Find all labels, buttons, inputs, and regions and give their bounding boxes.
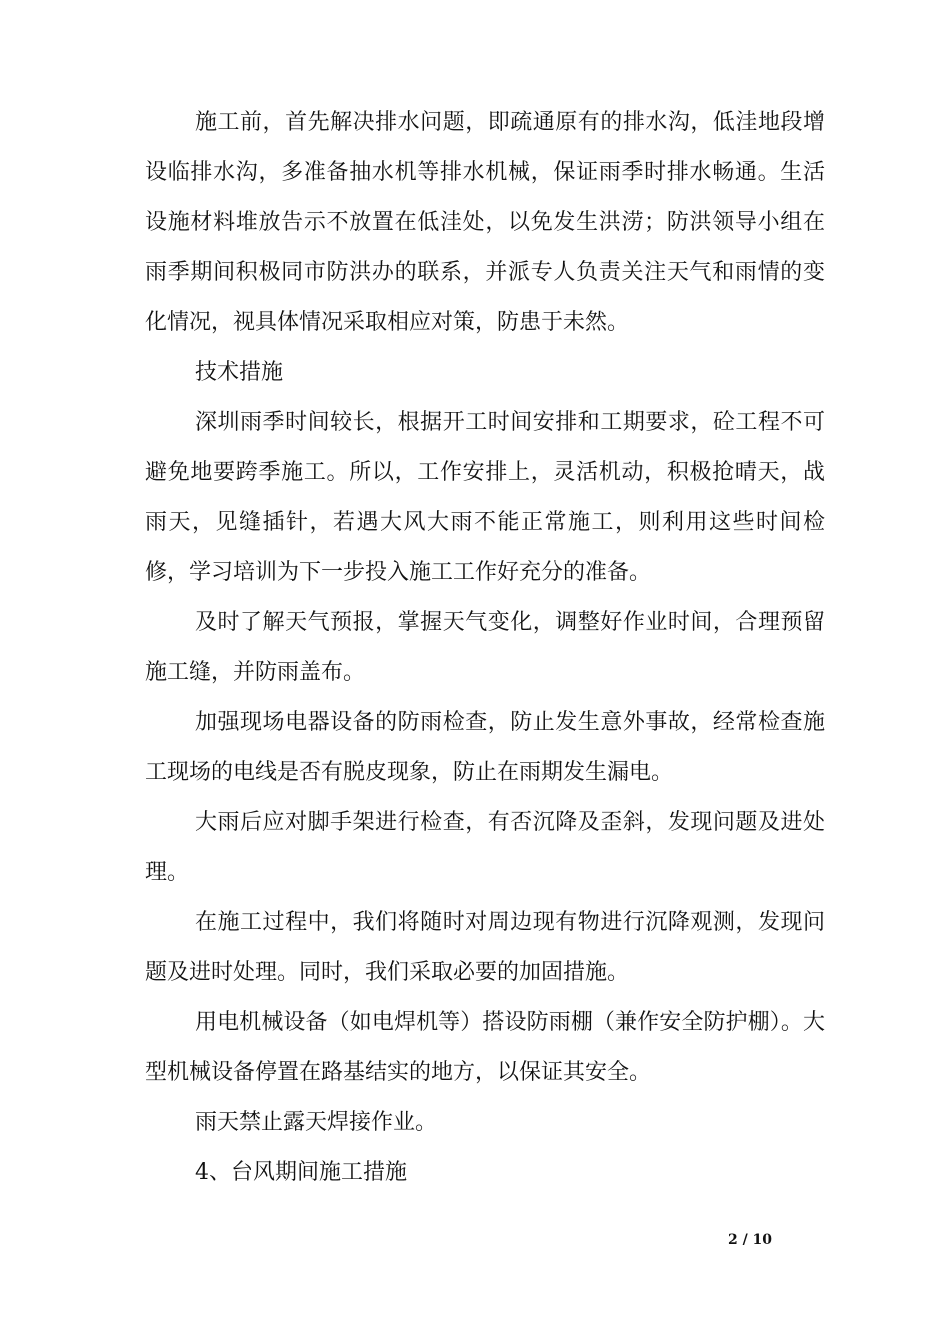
paragraph-no-welding: 雨天禁止露天焊接作业。	[195, 1110, 438, 1135]
paragraph-drainage: 施工前，首先解决排水问题，即疏通原有的排水沟，低洼地段增设临排水沟，多准备抽水机等排水机械，保证雨季时排水畅通。生活设施材料堆放告示不放置在低洼处，以免发生洪涝；防洪领导小组在雨季期间积极同市防洪办的联系，并派专人负责关注天气和雨情的变化情况，视具体情况采取相应对策，防患于未然。	[145, 110, 825, 335]
paragraph-rain-shelter: 用电机械设备（如电焊机等）搭设防雨棚（兼作安全防护棚）。大型机械设备停置在路基结实的地方，以保证其安全。	[145, 1010, 825, 1085]
paragraph-settlement-observation: 在施工过程中，我们将随时对周边现有物进行沉降观测，发现问题及进时处理。同时，我们采取必要的加固措施。	[145, 910, 825, 985]
paragraph-scaffold-check: 大雨后应对脚手架进行检查，有否沉降及歪斜，发现问题及进处理。	[145, 810, 825, 885]
heading-typhoon-measures: 4、台风期间施工措施	[195, 1160, 407, 1185]
page-number: 2 / 10	[727, 1232, 773, 1248]
heading-technical-measures: 技术措施	[195, 360, 284, 385]
paragraph-electrical-check: 加强现场电器设备的防雨检查，防止发生意外事故，经常检查施工现场的电线是否有脱皮现象，防止在雨期发生漏电。	[145, 710, 825, 785]
paragraph-rainy-season: 深圳雨季时间较长，根据开工时间安排和工期要求，砼工程不可避免地要跨季施工。所以，工作安排上，灵活机动，积极抢晴天，战雨天，见缝插针，若遇大风大雨不能正常施工，则利用这些时间检修，学习培训为下一步投入施工工作好充分的准备。	[145, 410, 825, 585]
paragraph-weather-forecast: 及时了解天气预报，掌握天气变化，调整好作业时间，合理预留施工缝，并防雨盖布。	[145, 610, 825, 685]
document-body	[145, 98, 825, 1198]
